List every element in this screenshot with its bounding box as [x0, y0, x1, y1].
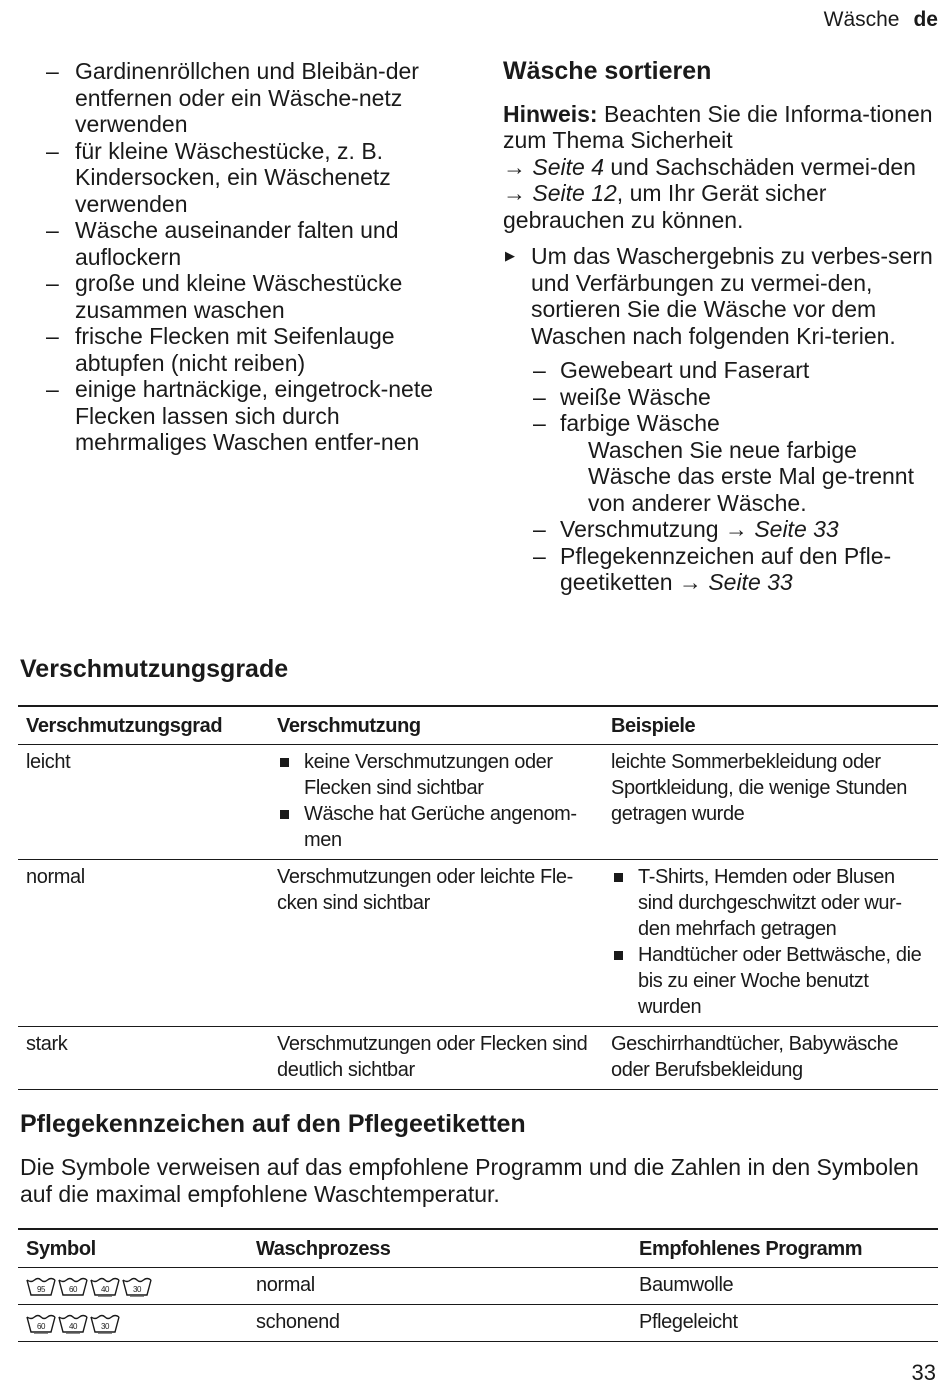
right-column	[503, 58, 943, 596]
care-intro: Die Symbole verweisen auf das empfohlene Programm und die Zahlen in den Symbolen auf die maximal empfohlene Waschtemperatur.	[20, 1154, 919, 1207]
criteria-note: Waschen Sie neue farbige Wäsche das erste Mal ge-trennt von anderer Wäsche.	[588, 436, 914, 516]
note-text: und Sachschäden vermei-den	[610, 153, 916, 180]
page-ref-link[interactable]: Seite 4	[532, 153, 604, 180]
program-cell: Pflegeleicht	[631, 1305, 938, 1342]
criteria-label: farbige Wäsche	[560, 410, 720, 436]
process-cell: normal	[248, 1268, 631, 1305]
svg-text:40: 40	[68, 1321, 78, 1331]
list-item	[503, 410, 943, 516]
table-row	[18, 1027, 938, 1090]
soil-title: Verschmutzungsgrade	[20, 655, 289, 683]
sort-step	[503, 243, 943, 349]
wash-tub-icon	[58, 1277, 84, 1295]
column-header: Waschprozess	[248, 1229, 631, 1268]
bullet-item: Wäsche hat Gerüche angenom-men	[277, 801, 595, 853]
list-item: – für kleine Wäschestücke, z. B. Kindersocken, ein Wäschenetz verwenden	[20, 138, 460, 218]
note-label: Hinweis:	[503, 100, 598, 127]
svg-text:30: 30	[132, 1284, 142, 1294]
bullet-item: T-Shirts, Hemden oder Blusen sind durchgeschwitzt oder wur-den mehrfach getragen	[611, 864, 930, 942]
list-item: – große und kleine Wäschestücke zusammen waschen	[20, 270, 460, 323]
column-header: Beispiele	[603, 706, 938, 745]
header-section: Wäsche	[823, 8, 900, 31]
grade-cell: normal	[18, 860, 269, 1027]
example-cell: leichte Sommerbekleidung oder Sportkleidung, die wenige Stunden getragen wurde	[603, 745, 938, 860]
criteria-list	[503, 357, 943, 596]
column-header: Empfohlenes Programm	[631, 1229, 938, 1268]
column-header: Verschmutzung	[269, 706, 603, 745]
care-title: Pflegekennzeichen auf den Pflegeetiketten	[20, 1110, 526, 1138]
arrow-icon: →	[724, 516, 748, 542]
process-cell: schonend	[248, 1305, 631, 1342]
dirt-cell: Verschmutzungen oder leichte Fle-cken sind sichtbar	[269, 860, 603, 1027]
note-text: Beachten Sie die Informa-tionen zum Thema Sicherheit	[503, 100, 933, 153]
left-column	[20, 58, 460, 456]
bullet-item: Handtücher oder Bettwäsche, die bis zu einer Woche benutzt wurden	[611, 942, 930, 1020]
page-header	[824, 8, 938, 32]
grade-cell: leicht	[18, 745, 269, 860]
dirt-cell: Verschmutzungen oder Flecken sind deutlich sichtbar	[269, 1027, 603, 1090]
arrow-icon: →	[503, 180, 526, 206]
example-cell	[603, 860, 938, 1027]
page-number: 33	[911, 1360, 936, 1385]
wash-tub-icon	[26, 1314, 52, 1332]
wash-tub-icon	[90, 1314, 116, 1332]
criteria-label: Verschmutzung	[560, 516, 719, 542]
header-language: de	[913, 8, 938, 31]
svg-text:60: 60	[36, 1321, 46, 1331]
example-cell: Geschirrhandtücher, Babywäsche oder Berufsbekleidung	[603, 1027, 938, 1090]
table-row	[18, 745, 938, 860]
column-header: Verschmutzungsgrad	[18, 706, 269, 745]
svg-text:60: 60	[68, 1284, 78, 1294]
page-ref-link[interactable]: Seite 33	[708, 569, 793, 595]
prep-list	[20, 58, 460, 456]
program-cell: Baumwolle	[631, 1268, 938, 1305]
table-row	[18, 1305, 938, 1342]
list-item: – Gewebeart und Faserart	[503, 357, 943, 384]
list-item: – Gardinenröllchen und Bleibän-der entfernen oder ein Wäsche-netz verwenden	[20, 58, 460, 138]
bullet-item: keine Verschmutzungen oder Flecken sind sichtbar	[277, 749, 595, 801]
page-ref-link[interactable]: Seite 33	[754, 516, 839, 542]
list-item	[503, 543, 943, 596]
svg-text:40: 40	[100, 1284, 110, 1294]
arrow-icon: →	[678, 569, 702, 595]
list-item	[503, 516, 943, 543]
symbol-cell	[18, 1305, 248, 1342]
sort-title: Wäsche sortieren	[503, 57, 712, 85]
sort-note	[503, 101, 943, 234]
criteria-label: Pflegekennzeichen auf den Pfle-geetiketten	[560, 542, 892, 595]
arrow-icon: →	[503, 153, 526, 180]
list-item: – frische Flecken mit Seifenlauge abtupfen (nicht reiben)	[20, 323, 460, 376]
wash-tub-icon	[58, 1314, 84, 1332]
column-header: Symbol	[18, 1229, 248, 1268]
dirt-cell	[269, 745, 603, 860]
list-item: – weiße Wäsche	[503, 384, 943, 411]
svg-text:30: 30	[100, 1321, 110, 1331]
soil-table	[18, 705, 938, 1090]
page-ref-link[interactable]: Seite 12	[532, 180, 617, 206]
symbol-cell	[18, 1268, 248, 1305]
table-header-row	[18, 706, 938, 745]
step-text: Um das Waschergebnis zu verbes-sern und Verfärbungen zu vermei-den, sortieren Sie die Wäsche vor dem Waschen nach folgenden Kri-terien.	[531, 243, 933, 349]
table-row	[18, 860, 938, 1027]
note-text: , um Ihr Gerät sicher gebrauchen zu können.	[503, 180, 827, 233]
table-header-row	[18, 1229, 938, 1268]
table-row	[18, 1268, 938, 1305]
wash-tub-icon	[90, 1277, 116, 1295]
step-arrow-icon: ▶	[505, 248, 515, 263]
svg-text:95: 95	[36, 1284, 46, 1294]
list-item: – einige hartnäckige, eingetrock-nete Flecken lassen sich durch mehrmaliges Waschen entfer-nen	[20, 376, 460, 456]
wash-tub-icon	[122, 1277, 148, 1295]
care-table	[18, 1228, 938, 1342]
wash-tub-icon	[26, 1277, 52, 1295]
list-item: – Wäsche auseinander falten und auflockern	[20, 217, 460, 270]
grade-cell: stark	[18, 1027, 269, 1090]
